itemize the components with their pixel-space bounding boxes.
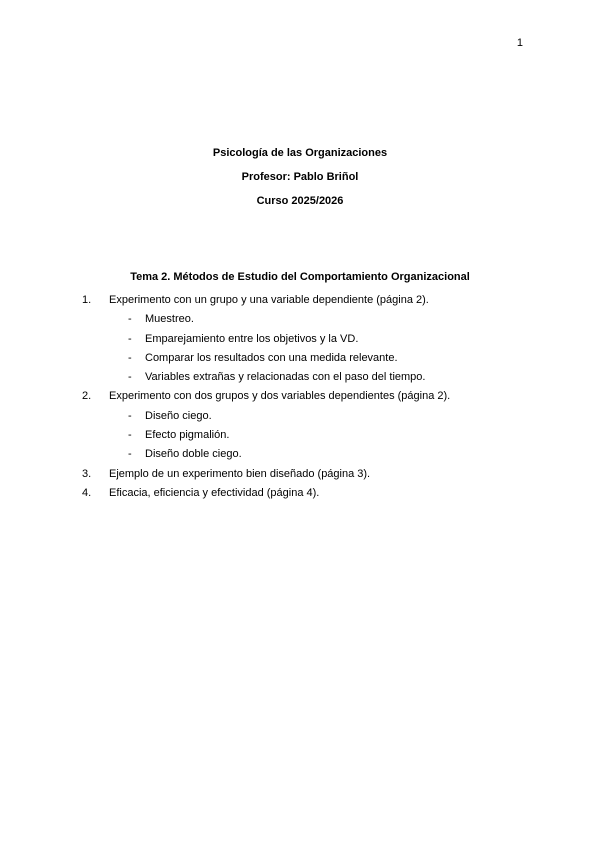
outline-subitem-text: Diseño doble ciego.	[145, 448, 242, 461]
outline-item-text: Experimento con dos grupos y dos variables dependientes (página 2).	[109, 390, 451, 403]
professor-name: Profesor: Pablo Briñol	[241, 171, 359, 183]
dash-marker: -	[128, 448, 132, 461]
outline-subitem-text: Diseño ciego.	[145, 409, 212, 422]
outline-subitem-text: Muestreo.	[145, 313, 194, 326]
outline-subitem	[0, 310, 600, 329]
outline-item	[0, 484, 600, 503]
outline-subitem	[0, 368, 600, 387]
topic-title: Tema 2. Métodos de Estudio del Comportamiento Organizacional	[130, 271, 470, 283]
page-number: 1	[516, 37, 523, 49]
outline-subitem	[0, 445, 600, 464]
document-header	[0, 146, 600, 218]
outline-subitem-text: Variables extrañas y relacionadas con el paso del tiempo.	[145, 371, 426, 384]
dash-marker: -	[128, 429, 132, 442]
outline-item-text: Eficacia, eficiencia y efectividad (página 4).	[109, 486, 320, 499]
dash-marker: -	[128, 351, 132, 364]
outline-subitem	[0, 407, 600, 426]
outline-subitem-text: Efecto pigmalión.	[145, 429, 230, 442]
outline-item-text: Ejemplo de un experimento bien diseñado (página 3).	[109, 467, 371, 480]
dash-marker: -	[128, 409, 132, 422]
outline-subitem-text: Emparejamiento entre los objetivos y la VD.	[145, 332, 359, 345]
outline-subitem-text: Comparar los resultados con una medida relevante.	[145, 351, 398, 364]
dash-marker: -	[128, 332, 132, 345]
outline-item	[0, 291, 600, 310]
dash-marker: -	[128, 313, 132, 326]
outline-item-number: 3.	[82, 467, 92, 480]
outline-item-number: 1.	[82, 294, 92, 306]
course-year: Curso 2025/2026	[256, 195, 344, 207]
outline-subitem	[0, 426, 600, 445]
outline-item-text: Experimento con un grupo y una variable dependiente (página 2).	[109, 294, 429, 306]
dash-marker: -	[128, 371, 132, 384]
outline-subitem	[0, 330, 600, 349]
outline-item-number: 2.	[82, 390, 92, 403]
outline-list	[0, 291, 600, 503]
outline-item	[0, 465, 600, 484]
outline-item-number: 4.	[82, 486, 92, 499]
outline-subitem	[0, 349, 600, 368]
course-title: Psicología de las Organizaciones	[212, 147, 388, 159]
outline-item	[0, 387, 600, 406]
